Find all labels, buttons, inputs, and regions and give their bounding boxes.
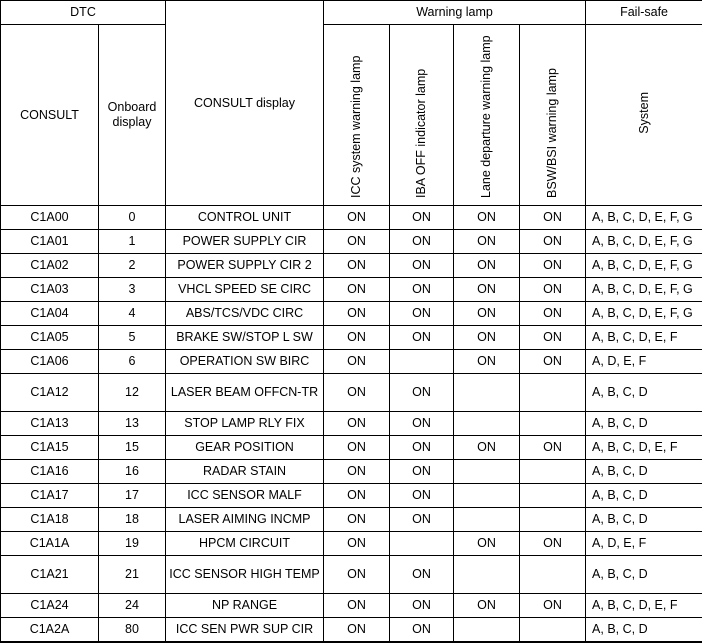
consult-cell: C1A1A — [1, 532, 99, 556]
system-cell: A, B, C, D, E, F, G — [586, 230, 702, 254]
consult-cell: C1A21 — [1, 556, 99, 594]
display-cell: RADAR STAIN — [166, 460, 324, 484]
bsw-cell: ON — [520, 594, 586, 618]
display-cell: LASER BEAM OFFCN-TR — [166, 374, 324, 412]
icc-cell: ON — [324, 436, 390, 460]
icc-lamp-header — [324, 25, 390, 206]
iba-cell: ON — [390, 278, 454, 302]
table-row — [1, 230, 702, 254]
display-cell: VHCL SPEED SE CIRC — [166, 278, 324, 302]
icc-cell: ON — [324, 508, 390, 532]
lane-cell — [454, 460, 520, 484]
consult-cell: C1A03 — [1, 278, 99, 302]
table-row — [1, 460, 702, 484]
iba-cell: ON — [390, 302, 454, 326]
table-row — [1, 556, 702, 594]
lane-cell: ON — [454, 532, 520, 556]
table-row — [1, 254, 702, 278]
onboard-cell: 15 — [99, 436, 166, 460]
consult-cell: C1A13 — [1, 412, 99, 436]
system-cell: A, B, C, D, E, F, G — [586, 206, 702, 230]
table-row — [1, 412, 702, 436]
display-cell: ABS/TCS/VDC CIRC — [166, 302, 324, 326]
table-row — [1, 350, 702, 374]
system-label: System — [637, 92, 652, 134]
iba-cell: ON — [390, 230, 454, 254]
iba-cell: ON — [390, 460, 454, 484]
onboard-cell: 19 — [99, 532, 166, 556]
warning-lamp-header: Warning lamp — [324, 1, 586, 25]
system-cell: A, B, C, D, E, F, G — [586, 302, 702, 326]
lane-cell — [454, 484, 520, 508]
icc-cell: ON — [324, 278, 390, 302]
onboard-cell: 5 — [99, 326, 166, 350]
iba-cell: ON — [390, 594, 454, 618]
bsw-cell: ON — [520, 532, 586, 556]
iba-lamp-label: IBA OFF indicator lamp — [414, 28, 429, 198]
onboard-cell: 6 — [99, 350, 166, 374]
consult-cell: C1A00 — [1, 206, 99, 230]
bsw-cell: ON — [520, 302, 586, 326]
lane-cell: ON — [454, 326, 520, 350]
consult-cell: C1A01 — [1, 230, 99, 254]
system-cell: A, B, C, D — [586, 412, 702, 436]
lane-cell: ON — [454, 206, 520, 230]
table-row — [1, 532, 702, 556]
bsw-cell — [520, 484, 586, 508]
icc-cell: ON — [324, 594, 390, 618]
dtc-header: DTC — [1, 1, 166, 25]
consult-cell: C1A02 — [1, 254, 99, 278]
onboard-cell: 21 — [99, 556, 166, 594]
lane-cell — [454, 556, 520, 594]
table-row — [1, 302, 702, 326]
system-cell: A, B, C, D — [586, 508, 702, 532]
bsw-lamp-header — [520, 25, 586, 206]
system-cell: A, D, E, F — [586, 350, 702, 374]
icc-cell: ON — [324, 460, 390, 484]
bsw-cell: ON — [520, 436, 586, 460]
onboard-cell: 2 — [99, 254, 166, 278]
display-cell: GEAR POSITION — [166, 436, 324, 460]
icc-cell: ON — [324, 230, 390, 254]
system-cell: A, B, C, D, E, F — [586, 436, 702, 460]
system-cell: A, B, C, D — [586, 460, 702, 484]
iba-cell: ON — [390, 374, 454, 412]
lane-cell — [454, 374, 520, 412]
system-cell: A, B, C, D — [586, 556, 702, 594]
table-row — [1, 374, 702, 412]
consult-cell: C1A16 — [1, 460, 99, 484]
icc-cell: ON — [324, 206, 390, 230]
consult-cell: C1A15 — [1, 436, 99, 460]
onboard-cell: 1 — [99, 230, 166, 254]
onboard-cell: 13 — [99, 412, 166, 436]
display-cell: NP RANGE — [166, 594, 324, 618]
system-cell: A, B, C, D — [586, 618, 702, 643]
display-cell: ICC SENSOR HIGH TEMP — [166, 556, 324, 594]
table-row — [1, 484, 702, 508]
table-row — [1, 618, 702, 643]
lane-cell: ON — [454, 230, 520, 254]
bsw-cell: ON — [520, 350, 586, 374]
iba-cell: ON — [390, 206, 454, 230]
display-cell: POWER SUPPLY CIR 2 — [166, 254, 324, 278]
lane-cell: ON — [454, 350, 520, 374]
system-cell: A, B, C, D, E, F — [586, 326, 702, 350]
icc-cell: ON — [324, 484, 390, 508]
system-cell: A, B, C, D — [586, 374, 702, 412]
icc-lamp-label: ICC system warning lamp — [349, 28, 364, 198]
icc-cell: ON — [324, 412, 390, 436]
iba-cell: ON — [390, 412, 454, 436]
system-cell: A, B, C, D — [586, 484, 702, 508]
onboard-cell: 3 — [99, 278, 166, 302]
system-cell: A, B, C, D, E, F, G — [586, 278, 702, 302]
onboard-cell: 18 — [99, 508, 166, 532]
system-header — [586, 25, 702, 206]
display-cell: STOP LAMP RLY FIX — [166, 412, 324, 436]
icc-cell: ON — [324, 350, 390, 374]
bsw-cell: ON — [520, 230, 586, 254]
system-cell: A, D, E, F — [586, 532, 702, 556]
onboard-cell: 12 — [99, 374, 166, 412]
bsw-cell — [520, 556, 586, 594]
table-row — [1, 206, 702, 230]
table-row — [1, 436, 702, 460]
table-row — [1, 326, 702, 350]
lane-cell: ON — [454, 254, 520, 278]
onboard-cell: 17 — [99, 484, 166, 508]
display-cell: ICC SEN PWR SUP CIR — [166, 618, 324, 643]
consult-cell: C1A17 — [1, 484, 99, 508]
consult-display-header: CONSULT display — [166, 1, 324, 206]
bsw-cell: ON — [520, 326, 586, 350]
onboard-cell: 4 — [99, 302, 166, 326]
onboard-cell: 16 — [99, 460, 166, 484]
iba-lamp-header — [390, 25, 454, 206]
consult-header: CONSULT — [1, 25, 99, 206]
iba-cell: ON — [390, 326, 454, 350]
iba-cell: ON — [390, 556, 454, 594]
iba-cell — [390, 350, 454, 374]
lane-cell — [454, 412, 520, 436]
icc-cell: ON — [324, 254, 390, 278]
iba-cell — [390, 532, 454, 556]
consult-cell: C1A04 — [1, 302, 99, 326]
consult-cell: C1A2A — [1, 618, 99, 643]
icc-cell: ON — [324, 532, 390, 556]
bsw-cell: ON — [520, 254, 586, 278]
consult-cell: C1A06 — [1, 350, 99, 374]
lane-cell: ON — [454, 436, 520, 460]
onboard-cell: 24 — [99, 594, 166, 618]
display-cell: BRAKE SW/STOP L SW — [166, 326, 324, 350]
bsw-cell — [520, 618, 586, 643]
system-cell: A, B, C, D, E, F, G — [586, 254, 702, 278]
lane-lamp-label: Lane departure warning lamp — [479, 28, 494, 198]
lane-cell — [454, 618, 520, 643]
display-cell: ICC SENSOR MALF — [166, 484, 324, 508]
consult-cell: C1A05 — [1, 326, 99, 350]
iba-cell: ON — [390, 436, 454, 460]
bsw-cell — [520, 508, 586, 532]
icc-cell: ON — [324, 556, 390, 594]
onboard-cell: 0 — [99, 206, 166, 230]
display-cell: LASER AIMING INCMP — [166, 508, 324, 532]
table-row — [1, 508, 702, 532]
iba-cell: ON — [390, 618, 454, 643]
consult-cell: C1A12 — [1, 374, 99, 412]
icc-cell: ON — [324, 374, 390, 412]
bsw-lamp-label: BSW/BSI warning lamp — [545, 28, 560, 198]
bsw-cell: ON — [520, 278, 586, 302]
table-row — [1, 594, 702, 618]
onboard-display-header: Onboard display — [99, 25, 166, 206]
consult-cell: C1A24 — [1, 594, 99, 618]
icc-cell: ON — [324, 618, 390, 643]
display-cell: POWER SUPPLY CIR — [166, 230, 324, 254]
icc-cell: ON — [324, 302, 390, 326]
display-cell: CONTROL UNIT — [166, 206, 324, 230]
iba-cell: ON — [390, 254, 454, 278]
onboard-cell: 80 — [99, 618, 166, 643]
system-cell: A, B, C, D, E, F — [586, 594, 702, 618]
bsw-cell — [520, 374, 586, 412]
display-cell: OPERATION SW BIRC — [166, 350, 324, 374]
display-cell: HPCM CIRCUIT — [166, 532, 324, 556]
bsw-cell: ON — [520, 206, 586, 230]
lane-cell — [454, 508, 520, 532]
lane-cell: ON — [454, 594, 520, 618]
bsw-cell — [520, 460, 586, 484]
iba-cell: ON — [390, 484, 454, 508]
lane-cell: ON — [454, 302, 520, 326]
lane-lamp-header — [454, 25, 520, 206]
fail-safe-header: Fail-safe — [586, 1, 702, 25]
table-row — [1, 278, 702, 302]
lane-cell: ON — [454, 278, 520, 302]
icc-cell: ON — [324, 326, 390, 350]
bsw-cell — [520, 412, 586, 436]
consult-cell: C1A18 — [1, 508, 99, 532]
iba-cell: ON — [390, 508, 454, 532]
